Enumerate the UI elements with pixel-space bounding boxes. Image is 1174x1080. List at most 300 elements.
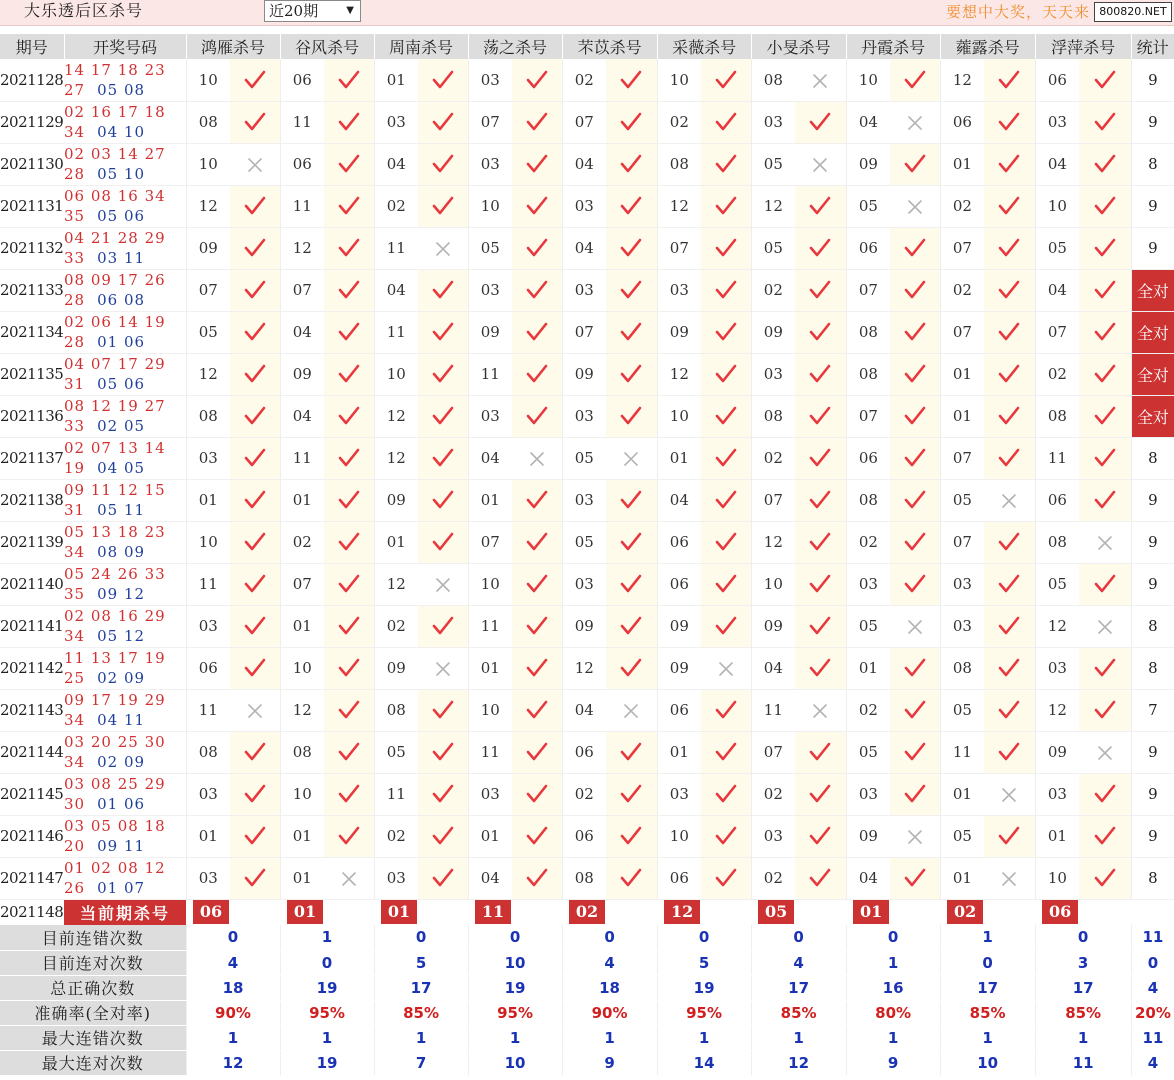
kill-number: 02 <box>940 185 984 227</box>
col-header: 采薇杀号 <box>657 34 751 59</box>
kill-number: 11 <box>1035 437 1079 479</box>
kill-number: 09 <box>374 647 418 689</box>
kill-number: 08 <box>186 395 230 437</box>
check-icon <box>418 521 468 563</box>
stats-value: 20% <box>1131 1000 1174 1025</box>
check-icon <box>795 857 846 899</box>
period-cell: 2021146 <box>0 815 64 857</box>
check-icon <box>324 647 374 689</box>
check-icon <box>1079 227 1131 269</box>
front-numbers-last: 33 <box>64 249 86 267</box>
kill-number: 03 <box>186 437 230 479</box>
check-icon <box>795 815 846 857</box>
col-header: 荡之杀号 <box>468 34 562 59</box>
cross-icon <box>606 689 657 731</box>
check-icon <box>984 311 1035 353</box>
period-cell: 2021143 <box>0 689 64 731</box>
stats-value: 18 <box>562 975 657 1000</box>
check-icon <box>512 731 562 773</box>
kill-number: 05 <box>940 815 984 857</box>
table-row <box>0 353 1174 395</box>
period-select-value: 近20期 <box>269 2 319 20</box>
stats-row <box>0 950 1174 975</box>
check-icon <box>795 395 846 437</box>
current-period: 2021148 <box>0 903 64 922</box>
kill-number: 12 <box>1035 689 1079 731</box>
back-numbers: 04 10 <box>97 123 146 141</box>
check-icon <box>230 605 280 647</box>
kill-number: 12 <box>657 353 701 395</box>
back-numbers: 05 08 <box>97 80 146 99</box>
check-icon <box>890 143 940 185</box>
kill-number: 12 <box>1035 605 1079 647</box>
check-icon <box>1079 773 1131 815</box>
stats-value: 16 <box>846 975 940 1000</box>
check-icon <box>701 857 751 899</box>
draw-numbers <box>64 521 186 563</box>
front-numbers-last: 34 <box>64 711 86 729</box>
stats-value: 95% <box>468 1000 562 1025</box>
check-icon <box>606 731 657 773</box>
check-icon <box>795 185 846 227</box>
check-icon <box>1079 59 1131 101</box>
check-icon <box>795 227 846 269</box>
stats-value: 17 <box>1035 975 1131 1000</box>
kill-number: 03 <box>751 101 795 143</box>
table-header <box>0 34 1174 59</box>
check-icon <box>324 605 374 647</box>
kill-number: 10 <box>468 563 512 605</box>
kill-number: 04 <box>846 857 890 899</box>
kill-number: 04 <box>468 857 512 899</box>
current-kill <box>280 899 374 925</box>
kill-number: 03 <box>374 101 418 143</box>
front-numbers-last: 33 <box>64 417 86 435</box>
front-numbers-last: 31 <box>64 501 86 519</box>
check-icon <box>324 437 374 479</box>
stats-value: 9 <box>846 1050 940 1075</box>
stats-value: 1 <box>846 950 940 975</box>
stat-cell: 9 <box>1131 227 1174 269</box>
current-kill-number: 02 <box>569 900 605 924</box>
kill-number: 03 <box>940 605 984 647</box>
kill-number: 04 <box>1035 143 1079 185</box>
check-icon <box>701 353 751 395</box>
front-numbers-last: 20 <box>64 837 86 855</box>
kill-number: 11 <box>186 689 230 731</box>
kill-number: 09 <box>657 647 701 689</box>
front-numbers-line2 <box>64 752 186 772</box>
stats-value: 10 <box>468 950 562 975</box>
check-icon <box>230 311 280 353</box>
kill-number: 02 <box>751 437 795 479</box>
stats-row <box>0 1000 1174 1025</box>
check-icon <box>512 143 562 185</box>
period-cell: 2021136 <box>0 395 64 437</box>
stats-value: 19 <box>280 1050 374 1075</box>
check-icon <box>795 437 846 479</box>
kill-number: 05 <box>186 311 230 353</box>
kill-number: 03 <box>374 857 418 899</box>
back-numbers: 02 09 <box>97 753 146 771</box>
check-icon <box>984 353 1035 395</box>
site-badge[interactable]: 800820.NET <box>1094 2 1172 22</box>
stats-value: 95% <box>280 1000 374 1025</box>
draw-numbers <box>64 479 186 521</box>
check-icon <box>890 353 940 395</box>
check-icon <box>230 773 280 815</box>
front-numbers-line1: 05 24 26 33 <box>64 565 166 583</box>
kill-number: 05 <box>468 227 512 269</box>
kill-number: 01 <box>280 857 324 899</box>
front-numbers-line2 <box>64 542 186 562</box>
check-icon <box>324 59 374 101</box>
check-icon <box>418 437 468 479</box>
current-kill-number: 01 <box>381 900 417 924</box>
kill-number: 11 <box>940 731 984 773</box>
check-icon <box>1079 395 1131 437</box>
kill-number: 04 <box>657 479 701 521</box>
check-icon <box>606 59 657 101</box>
stats-value: 0 <box>468 925 562 950</box>
check-icon <box>512 647 562 689</box>
check-icon <box>230 59 280 101</box>
check-icon <box>984 269 1035 311</box>
kill-number: 10 <box>280 647 324 689</box>
check-icon <box>701 437 751 479</box>
cross-icon <box>606 437 657 479</box>
kill-number: 10 <box>374 353 418 395</box>
kill-number: 11 <box>751 689 795 731</box>
check-icon <box>701 143 751 185</box>
check-icon <box>324 269 374 311</box>
check-icon <box>606 605 657 647</box>
stats-value: 17 <box>374 975 468 1000</box>
kill-table <box>0 34 1174 1076</box>
kill-number: 05 <box>846 605 890 647</box>
front-numbers-last: 34 <box>64 627 86 645</box>
check-icon <box>795 773 846 815</box>
kill-number: 02 <box>940 269 984 311</box>
front-numbers-line1: 14 17 18 23 <box>64 60 166 79</box>
stat-cell: 9 <box>1131 773 1174 815</box>
check-icon <box>324 185 374 227</box>
kill-number: 06 <box>657 857 701 899</box>
stats-value: 0 <box>280 950 374 975</box>
front-numbers-line1: 06 08 16 34 <box>64 187 166 205</box>
cross-icon <box>418 563 468 605</box>
cross-icon <box>890 185 940 227</box>
stats-value: 4 <box>562 950 657 975</box>
kill-number: 06 <box>940 101 984 143</box>
kill-number: 07 <box>940 311 984 353</box>
cross-icon <box>1079 521 1131 563</box>
kill-number: 03 <box>562 269 606 311</box>
check-icon <box>418 815 468 857</box>
draw-numbers <box>64 395 186 437</box>
kill-number: 07 <box>751 731 795 773</box>
stats-value: 1 <box>562 1025 657 1050</box>
kill-number: 01 <box>468 815 512 857</box>
current-empty <box>1131 899 1174 925</box>
back-numbers: 05 12 <box>97 627 146 645</box>
check-icon <box>230 437 280 479</box>
kill-number: 03 <box>1035 773 1079 815</box>
front-numbers-line2 <box>64 836 186 856</box>
check-icon <box>701 605 751 647</box>
stats-value: 4 <box>1131 975 1174 1000</box>
kill-number: 02 <box>657 101 701 143</box>
period-cell: 2021141 <box>0 605 64 647</box>
check-icon <box>418 773 468 815</box>
kill-number: 08 <box>846 479 890 521</box>
kill-number: 01 <box>186 815 230 857</box>
stats-value: 1 <box>1035 1025 1131 1050</box>
kill-number: 07 <box>186 269 230 311</box>
kill-number: 02 <box>280 521 324 563</box>
kill-number: 06 <box>280 143 324 185</box>
stats-value: 11 <box>1035 1050 1131 1075</box>
kill-number: 06 <box>186 647 230 689</box>
check-icon <box>606 311 657 353</box>
stats-value: 4 <box>186 950 280 975</box>
kill-number: 10 <box>846 59 890 101</box>
front-numbers-line2 <box>64 416 186 436</box>
front-numbers-line1: 09 11 12 15 <box>64 481 166 499</box>
stat-cell: 8 <box>1131 143 1174 185</box>
kill-number: 01 <box>280 479 324 521</box>
kill-number: 09 <box>280 353 324 395</box>
period-cell: 2021129 <box>0 101 64 143</box>
col-header: 小旻杀号 <box>751 34 846 59</box>
front-numbers-line2 <box>64 794 186 814</box>
check-icon <box>512 815 562 857</box>
check-icon <box>512 59 562 101</box>
back-numbers: 05 10 <box>97 165 146 183</box>
draw-numbers <box>64 605 186 647</box>
col-header: 鸿雁杀号 <box>186 34 280 59</box>
period-cell: 2021142 <box>0 647 64 689</box>
kill-number: 03 <box>940 563 984 605</box>
kill-number: 02 <box>374 185 418 227</box>
stats-label: 总正确次数 <box>0 975 186 1000</box>
front-numbers-last: 31 <box>64 375 86 393</box>
check-icon <box>984 815 1035 857</box>
front-numbers-line1: 01 02 08 12 <box>64 859 166 877</box>
kill-number: 09 <box>468 311 512 353</box>
current-kill-number: 05 <box>758 900 794 924</box>
front-numbers-line1: 09 17 19 29 <box>64 691 166 709</box>
kill-number: 07 <box>468 101 512 143</box>
stats-value: 85% <box>751 1000 846 1025</box>
cross-icon <box>890 101 940 143</box>
kill-number: 03 <box>846 773 890 815</box>
kill-number: 01 <box>468 647 512 689</box>
kill-number: 08 <box>186 731 230 773</box>
check-icon <box>418 857 468 899</box>
back-numbers: 01 06 <box>97 333 146 351</box>
stats-value: 0 <box>562 925 657 950</box>
kill-number: 10 <box>186 143 230 185</box>
stat-cell: 9 <box>1131 59 1174 101</box>
kill-number: 03 <box>562 479 606 521</box>
kill-number: 06 <box>280 59 324 101</box>
stat-cell: 9 <box>1131 563 1174 605</box>
current-kill <box>751 899 846 925</box>
check-icon <box>418 689 468 731</box>
col-header: 周南杀号 <box>374 34 468 59</box>
front-numbers-line1: 02 06 14 19 <box>64 313 166 331</box>
check-icon <box>512 521 562 563</box>
kill-number: 02 <box>751 773 795 815</box>
back-numbers: 06 08 <box>97 291 146 309</box>
check-icon <box>230 857 280 899</box>
stats-value: 0 <box>940 950 1035 975</box>
kill-number: 10 <box>657 395 701 437</box>
cross-icon <box>701 647 751 689</box>
current-kill-number: 01 <box>853 900 889 924</box>
kill-number: 02 <box>374 815 418 857</box>
front-numbers-last: 25 <box>64 669 86 687</box>
back-numbers: 02 05 <box>97 417 146 435</box>
kill-number: 07 <box>940 521 984 563</box>
check-icon <box>701 773 751 815</box>
kill-number: 01 <box>468 479 512 521</box>
check-icon <box>984 605 1035 647</box>
cross-icon <box>984 773 1035 815</box>
kill-number: 01 <box>657 731 701 773</box>
stats-value: 1 <box>280 925 374 950</box>
stats-value: 90% <box>186 1000 280 1025</box>
draw-numbers <box>64 101 186 143</box>
cross-icon <box>418 647 468 689</box>
front-numbers-line1: 03 08 25 29 <box>64 775 166 793</box>
stats-value: 0 <box>846 925 940 950</box>
kill-number: 03 <box>562 185 606 227</box>
front-numbers-line2 <box>64 332 186 352</box>
kill-number: 06 <box>1035 59 1079 101</box>
current-kill-number: 11 <box>475 900 511 924</box>
draw-numbers <box>64 647 186 689</box>
kill-number: 08 <box>940 647 984 689</box>
kill-number: 09 <box>846 815 890 857</box>
period-select[interactable] <box>264 0 361 22</box>
check-icon <box>701 311 751 353</box>
kill-number: 07 <box>940 437 984 479</box>
kill-number: 10 <box>186 59 230 101</box>
draw-numbers <box>64 59 186 101</box>
table-row <box>0 857 1174 899</box>
stat-cell: 8 <box>1131 605 1174 647</box>
kill-number: 07 <box>562 101 606 143</box>
kill-number: 08 <box>1035 395 1079 437</box>
front-numbers-line2 <box>64 668 186 688</box>
check-icon <box>701 269 751 311</box>
current-period-row <box>0 899 1174 925</box>
current-kill-number: 02 <box>947 900 983 924</box>
cross-icon <box>984 857 1035 899</box>
check-icon <box>418 605 468 647</box>
check-icon <box>230 647 280 689</box>
check-icon <box>795 269 846 311</box>
stats-value: 0 <box>657 925 751 950</box>
kill-number: 04 <box>562 689 606 731</box>
current-kill-label: 当前期杀号 <box>64 899 186 925</box>
check-icon <box>512 395 562 437</box>
draw-numbers <box>64 311 186 353</box>
kill-number: 04 <box>562 143 606 185</box>
check-icon <box>324 689 374 731</box>
draw-numbers <box>64 857 186 899</box>
kill-number: 07 <box>1035 311 1079 353</box>
check-icon <box>701 395 751 437</box>
draw-numbers <box>64 563 186 605</box>
front-numbers-line1: 02 16 17 18 <box>64 103 166 121</box>
kill-number: 09 <box>657 605 701 647</box>
kill-number: 04 <box>374 143 418 185</box>
stats-value: 1 <box>751 1025 846 1050</box>
kill-number: 01 <box>940 353 984 395</box>
front-numbers-line1: 05 13 18 23 <box>64 523 166 541</box>
stats-value: 18 <box>186 975 280 1000</box>
kill-number: 06 <box>562 731 606 773</box>
kill-number: 01 <box>280 605 324 647</box>
check-icon <box>890 647 940 689</box>
front-numbers-line2 <box>64 458 186 478</box>
kill-number: 01 <box>1035 815 1079 857</box>
cross-icon <box>512 437 562 479</box>
check-icon <box>1079 563 1131 605</box>
kill-number: 03 <box>1035 101 1079 143</box>
check-icon <box>701 563 751 605</box>
table-row <box>0 311 1174 353</box>
check-icon <box>890 395 940 437</box>
kill-number: 09 <box>657 311 701 353</box>
kill-number: 12 <box>751 521 795 563</box>
kill-number: 07 <box>846 395 890 437</box>
back-numbers: 01 07 <box>97 879 146 897</box>
cross-icon <box>890 605 940 647</box>
check-icon <box>606 815 657 857</box>
check-icon <box>1079 311 1131 353</box>
check-icon <box>1079 437 1131 479</box>
check-icon <box>795 311 846 353</box>
front-numbers-line1: 11 13 17 19 <box>64 649 166 667</box>
kill-number: 01 <box>940 143 984 185</box>
kill-number: 10 <box>657 815 701 857</box>
stats-value: 1 <box>468 1025 562 1050</box>
cross-icon <box>418 227 468 269</box>
period-cell: 2021139 <box>0 521 64 563</box>
table-row <box>0 437 1174 479</box>
kill-number: 10 <box>657 59 701 101</box>
stats-value: 85% <box>940 1000 1035 1025</box>
kill-number: 12 <box>280 227 324 269</box>
stats-value: 10 <box>940 1050 1035 1075</box>
check-icon <box>795 353 846 395</box>
draw-numbers <box>64 773 186 815</box>
table-row <box>0 689 1174 731</box>
kill-number: 04 <box>468 437 512 479</box>
kill-number: 05 <box>940 479 984 521</box>
check-icon <box>1079 101 1131 143</box>
check-icon <box>512 689 562 731</box>
kill-number: 07 <box>562 311 606 353</box>
kill-number: 08 <box>846 353 890 395</box>
kill-number: 12 <box>374 437 418 479</box>
check-icon <box>1079 647 1131 689</box>
check-icon <box>230 269 280 311</box>
